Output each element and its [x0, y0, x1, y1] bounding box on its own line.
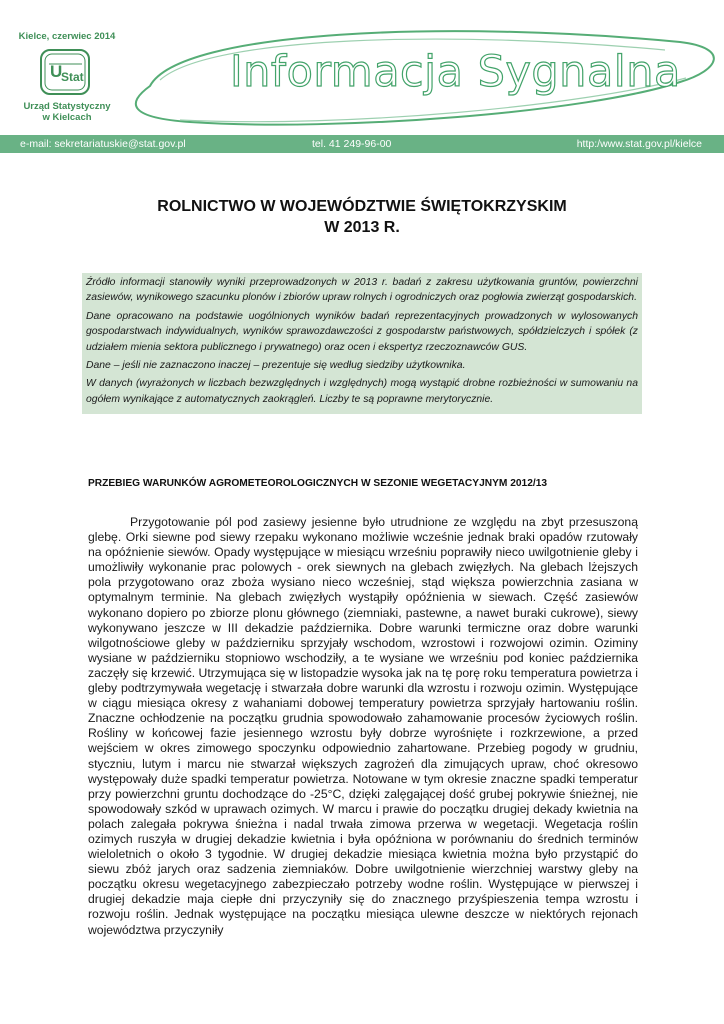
office-name-line: Urząd Statystyczny [23, 101, 111, 112]
publication-brand: Informacja Sygnalna [230, 47, 681, 97]
title-line-1: ROLNICTWO W WOJEWÓDZTWIE ŚWIĘTOKRZYSKIM [157, 198, 567, 215]
svg-text:Stat: Stat [61, 70, 84, 84]
section-heading: PRZEBIEG WARUNKÓW AGROMETEOROLOGICZNYCH W SEZONIE WEGETACYJNYM 2012/13 [88, 478, 548, 489]
document-title [0, 196, 724, 238]
website-link[interactable]: http:/www.stat.gov.pl/kielce [576, 138, 702, 150]
office-name [14, 101, 120, 123]
body-paragraph: Przygotowanie pól pod zasiewy jesienne było utrudnione ze względu na zbyt przesuszoną glebę. Orki siewne pod siewy rzepaku wykonano możliwie wcześnie jednak braki opadów rzutowały na opóźnienie siewów. Opady występujące w miesiącu wrześniu poprawiły nieco uwilgotnienie gleby i umożliwiły wykonanie prac polowych - orek siewnych na glebach zwięzłych. Na glebach lżejszych pola przygotowano oraz zboża wysiano nieco wcześniej, stąd większa powierzchnia zasiana w optymalnym terminie. Na glebach zwięzłych wystąpiły opóźnienia w siewach. Część zasiewów wykonano dopiero po zbiorze plonu głównego (ziemniaki, pastewne, a nawet buraki cukrowe), siewy wykonywano jeszcze w III dekadzie października. Dobre warunki termiczne oraz dobre warunki wilgotnościowe gleby w październiku sprzyjały wschodom, wzrostowi i rozwojowi ozimin. Oziminy wysiane w październiku stopniowo wschodziły, a te wysiane we wrześniu pod koniec października zaczęły się krzewić. Utrzymująca się w listopadzie wysoka jak na tę porę roku temperatura powietrza i gleby podtrzymywała wegetację i stwarzała dobre warunki dla wzrostu i rozwoju ozimin. Występujące w ciągu miesiąca okresy z wahaniami dobowej temperatury powietrza sprzyjały hartowaniu roślin. Znaczne ochłodzenie na początku grudnia spowodowało zahamowanie procesów życiowych roślin. Rośliny w końcowej fazie jesiennego wzrostu były dobrze wyrośnięte i rozkrzewione, a przed wejściem w okres zimowego spoczynku odpowiednio zahartowane. Przebieg pogody w grudniu, styczniu, lutym i marcu nie stwarzał większych zagrożeń dla zimujących upraw, choć okresowo występowały duże spadki temperatur powietrza. Notowane w tym okresie znaczne spadki temperatur przy powierzchni gruntu dochodzące do -25°C, dzięki zalęgającej dość grubej pokrywie śnieżnej, nie spowodowały szkód w uprawach ozimych. W marcu i prawie do początku drugiej dekady kwietnia na polach zalegała pokrywa śnieżna i nadal trwała zimowa przerwa w wegetacji. Wegetacja roślin ozimych ruszyła w drugiej dekadzie kwietnia i była opóźniona w porównaniu do średnich terminów wieloletnich o około 3 tygodnie. W drugiej dekadzie miesiąca kwietnia można było przystąpić do siewu zbóż jarych oraz sadzenia ziemniaków. Dobre uwilgotnienie wierzchniej warstwy gleby na początku okresu wegetacyjnego zabezpieczało potrzeby wodne roślin. Występujące w pierwszej i drugiej dekadzie maja ciepłe dni przyczyniły się do znacznego przyśpieszenia tempa wzrostu i rozwoju roślin. Jednak występujące na początku miesiąca ulewne deszcze w niektórych rejonach województwa przyczyniły [88, 515, 638, 937]
us-logo-icon [36, 48, 94, 96]
svg-text:U: U [50, 62, 63, 81]
page-header [0, 0, 724, 132]
email-link[interactable]: e-mail: sekretariatuskie@stat.gov.pl [20, 138, 186, 150]
sources-note-box [82, 273, 642, 414]
contact-bar [0, 135, 724, 153]
sources-paragraph: Dane opracowano na podstawie uogólnionych wyników badań reprezentacyjnych prowadzonych w wylosowanych gospodarstwach indywidualnych, wyników sprawozdawczości z gospodarstw państwowych, spółdzielczych i spółek (z udziałem mienia sektora publicznego i prywatnego) oraz ocen i ekspertyz rzeczoznawców GUS. [86, 310, 638, 353]
sources-paragraph: Dane – jeśli nie zaznaczono inaczej – prezentuje się według siedziby użytkownika. [86, 360, 466, 372]
office-city-line: w Kielcach [42, 112, 92, 123]
phone-number: tel. 41 249-96-00 [312, 138, 392, 150]
title-line-2: W 2013 R. [324, 219, 400, 236]
publication-date: Kielce, czerwiec 2014 [18, 31, 116, 42]
sources-paragraph: W danych (wyrażonych w liczbach bezwzględnych i względnych) mogą wystąpić drobne rozbieżności w sumowaniu na ogółem wynikające z automatycznych zaokrągleń. Liczby te są poprawne merytorycznie. [86, 378, 638, 405]
sources-paragraph: Źródło informacji stanowiły wyniki przeprowadzonych w 2013 r. badań z zakresu użytkowania gruntów, powierzchni zasiewów, wynikowego szacunku plonów i zbiorów upraw rolnych i ogrodniczych oraz pogłowia zwierząt gospodarskich. [86, 277, 638, 304]
